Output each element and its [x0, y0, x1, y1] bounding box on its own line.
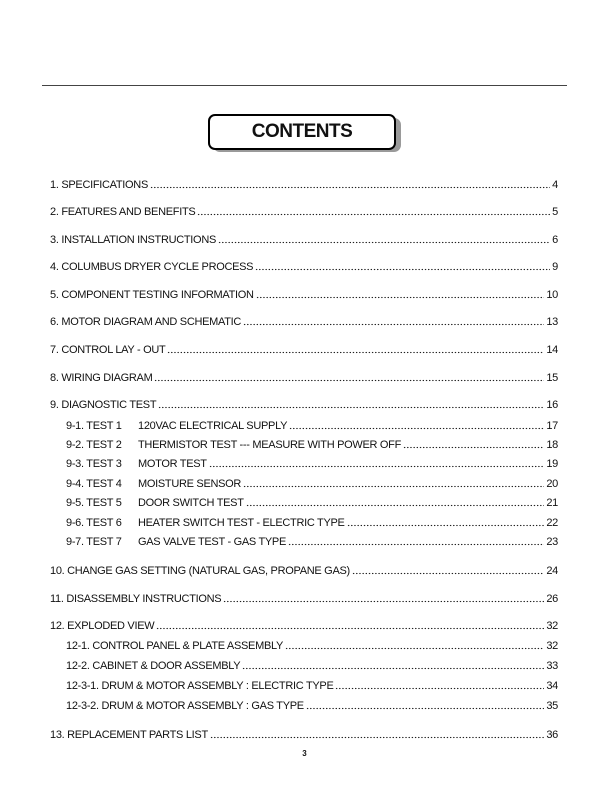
toc-entry-test-7[interactable]: 9-7. TEST 7 GAS VALVE TEST - GAS TYPE 23: [66, 536, 558, 548]
dot-leader: [352, 572, 544, 575]
dot-leader: [197, 213, 550, 216]
dot-leader: [242, 667, 544, 670]
toc-entry-test-1[interactable]: 9-1. TEST 1 120VAC ELECTRICAL SUPPLY 17: [66, 420, 558, 432]
toc-entry-wiring-diagram[interactable]: 8. WIRING DIAGRAM 15: [50, 372, 558, 384]
dot-leader: [255, 268, 550, 271]
dot-leader: [209, 465, 545, 468]
dot-leader: [285, 647, 544, 650]
dot-leader: [403, 446, 544, 449]
dot-leader: [256, 296, 545, 299]
dot-leader: [288, 543, 544, 546]
page-number: 3: [302, 749, 307, 758]
dot-leader: [156, 627, 544, 630]
toc-entry-disassembly[interactable]: 11. DISASSEMBLY INSTRUCTIONS 26: [50, 593, 558, 605]
dot-leader: [167, 351, 544, 354]
toc-entry-control-panel-assembly[interactable]: 12-1. CONTROL PANEL & PLATE ASSEMBLY 32: [66, 640, 558, 652]
dot-leader: [150, 186, 550, 189]
toc-entry-cabinet-door-assembly[interactable]: 12-2. CABINET & DOOR ASSEMBLY 33: [66, 660, 558, 672]
toc-entry-control-layout[interactable]: 7. CONTROL LAY - OUT 14: [50, 344, 558, 356]
dot-leader: [289, 427, 544, 430]
toc-entry-specifications[interactable]: 1. SPECIFICATIONS 4: [50, 179, 558, 191]
toc-entry-test-3[interactable]: 9-3. TEST 3 MOTOR TEST 19: [66, 458, 558, 470]
toc-entry-motor-diagram[interactable]: 6. MOTOR DIAGRAM AND SCHEMATIC 13: [50, 316, 558, 328]
dot-leader: [210, 736, 544, 739]
dot-leader: [306, 707, 545, 710]
dot-leader: [158, 406, 544, 409]
toc-entry-test-6[interactable]: 9-6. TEST 6 HEATER SWITCH TEST - ELECTRIC TYPE 22: [66, 517, 558, 529]
toc-entry-test-4[interactable]: 9-4. TEST 4 MOISTURE SENSOR 20: [66, 478, 558, 490]
contents-title: CONTENTS: [208, 114, 396, 150]
dot-leader: [154, 379, 544, 382]
dot-leader: [223, 600, 544, 603]
toc-entry-test-5[interactable]: 9-5. TEST 5 DOOR SWITCH TEST 21: [66, 497, 558, 509]
toc-entry-gas-setting[interactable]: 10. CHANGE GAS SETTING (NATURAL GAS, PROPANE GAS) 24: [50, 565, 558, 577]
toc-entry-replacement-parts[interactable]: 13. REPLACEMENT PARTS LIST 36: [50, 729, 558, 741]
dot-leader: [347, 524, 545, 527]
dot-leader: [243, 323, 544, 326]
top-rule: [42, 85, 567, 86]
dot-leader: [246, 504, 545, 507]
dot-leader: [335, 687, 544, 690]
toc-entry-features[interactable]: 2. FEATURES AND BENEFITS 5: [50, 206, 558, 218]
toc-entry-cycle-process[interactable]: 4. COLUMBUS DRYER CYCLE PROCESS 9: [50, 261, 558, 273]
toc-entry-component-testing[interactable]: 5. COMPONENT TESTING INFORMATION 10: [50, 289, 558, 301]
toc-entry-installation[interactable]: 3. INSTALLATION INSTRUCTIONS 6: [50, 234, 558, 246]
toc-entry-drum-motor-electric[interactable]: 12-3-1. DRUM & MOTOR ASSEMBLY : ELECTRIC TYPE 34: [66, 680, 558, 692]
dot-leader: [218, 241, 550, 244]
dot-leader: [243, 485, 544, 488]
toc-entry-drum-motor-gas[interactable]: 12-3-2. DRUM & MOTOR ASSEMBLY : GAS TYPE 35: [66, 700, 558, 712]
toc-entry-exploded-view[interactable]: 12. EXPLODED VIEW 32: [50, 620, 558, 632]
toc-entry-test-2[interactable]: 9-2. TEST 2 THERMISTOR TEST --- MEASURE WITH POWER OFF 18: [66, 439, 558, 451]
toc-entry-diagnostic-test[interactable]: 9. DIAGNOSTIC TEST 16: [50, 399, 558, 411]
